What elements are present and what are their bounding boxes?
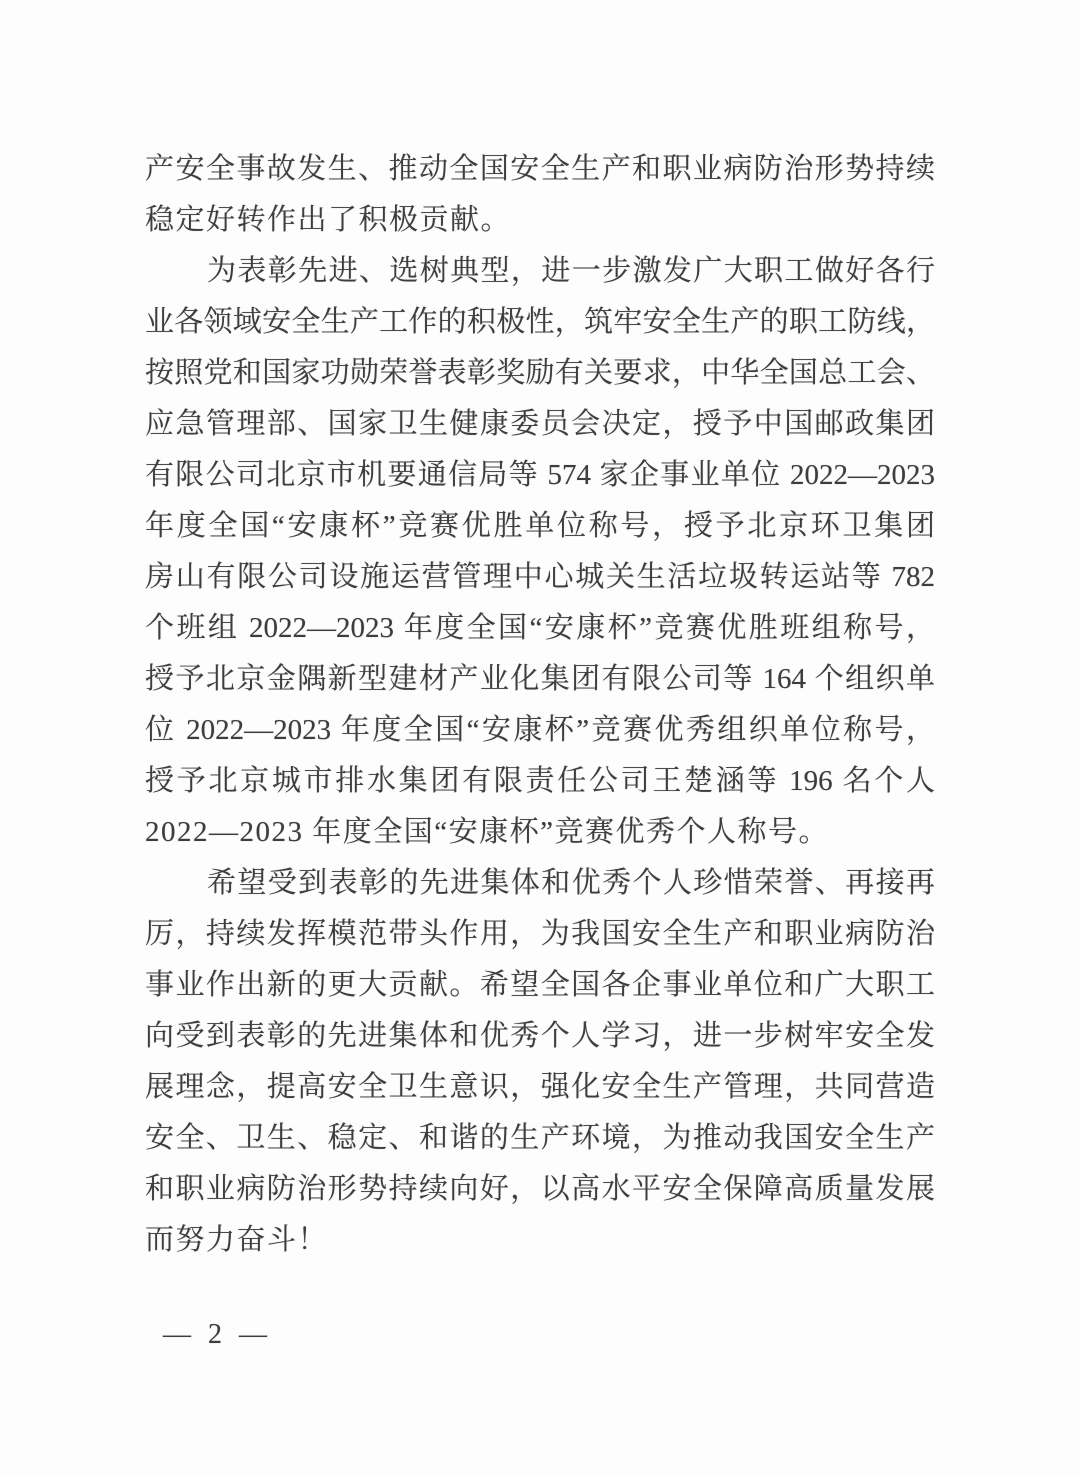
- text-line: 年度全国“安康杯”竞赛优胜单位称号，授予北京环卫集团: [145, 510, 935, 542]
- text-line: 向受到表彰的先进集体和优秀个人学习，进一步树牢安全发: [145, 1020, 935, 1052]
- text-line: 应急管理部、国家卫生健康委员会决定，授予中国邮政集团: [145, 408, 935, 440]
- text-line: 安全、卫生、稳定、和谐的生产环境，为推动我国安全生产: [145, 1122, 935, 1154]
- page-number-footer: — 2 —: [163, 1319, 272, 1350]
- text-line: 事业作出新的更大贡献。希望全国各企事业单位和广大职工: [145, 969, 935, 1001]
- text-line: 位 2022—2023 年度全国“安康杯”竞赛优秀组织单位称号，: [145, 714, 935, 746]
- text-line: 和职业病防治形势持续向好，以高水平安全保障高质量发展: [145, 1173, 935, 1205]
- text-line: 有限公司北京市机要通信局等 574 家企事业单位 2022—2023: [145, 459, 935, 491]
- text-line: 为表彰先进、选树典型，进一步激发广大职工做好各行: [207, 255, 935, 287]
- text-line: 个班组 2022—2023 年度全国“安康杯”竞赛优胜班组称号，: [145, 612, 935, 644]
- document-body: [145, 144, 935, 1266]
- text-line: 厉，持续发挥模范带头作用，为我国安全生产和职业病防治: [145, 918, 935, 950]
- text-line: 展理念，提高安全卫生意识，强化安全生产管理，共同营造: [145, 1071, 935, 1103]
- text-line: 稳定好转作出了积极贡献。: [145, 204, 512, 236]
- text-line: 希望受到表彰的先进集体和优秀个人珍惜荣誉、再接再: [207, 867, 935, 899]
- text-line: 产安全事故发生、推动全国安全生产和职业病防治形势持续: [145, 153, 935, 185]
- paragraph: [145, 246, 935, 858]
- text-line: 房山有限公司设施运营管理中心城关生活垃圾转运站等 782: [145, 561, 935, 593]
- text-line: 2022—2023 年度全国“安康杯”竞赛优秀个人称号。: [145, 816, 829, 848]
- paragraph: [145, 144, 935, 246]
- text-line: 业各领域安全生产工作的积极性，筑牢安全生产的职工防线，: [145, 306, 935, 338]
- text-line: 而努力奋斗！: [145, 1224, 329, 1256]
- text-line: 按照党和国家功勋荣誉表彰奖励有关要求，中华全国总工会、: [145, 357, 935, 389]
- text-line: 授予北京金隅新型建材产业化集团有限公司等 164 个组织单: [145, 663, 935, 695]
- text-line: 授予北京城市排水集团有限责任公司王楚涵等 196 名个人: [145, 765, 935, 797]
- paragraph: [145, 858, 935, 1266]
